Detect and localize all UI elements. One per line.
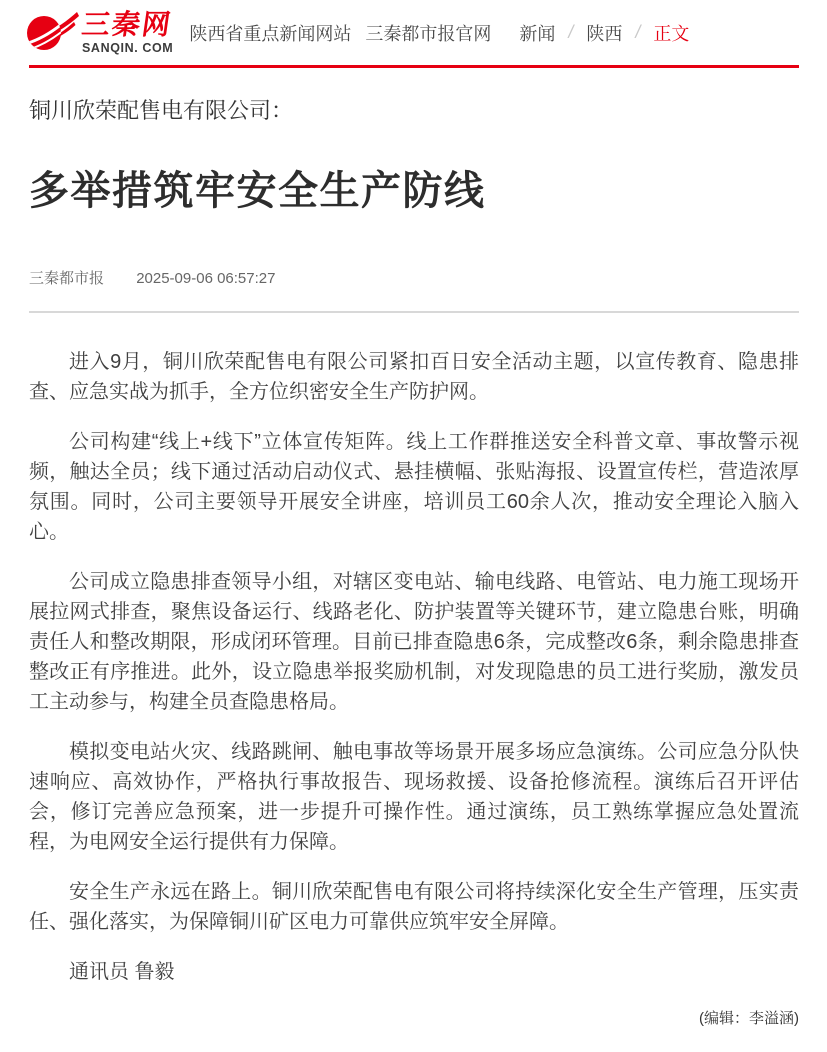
breadcrumb bbox=[519, 20, 689, 46]
article-paragraph: 进入9月，铜川欣荣配售电有限公司紧扣百日安全活动主题，以宣传教育、隐患排查、应急实战为抓手，全方位织密安全生产防护网。 bbox=[29, 351, 799, 403]
article-content bbox=[0, 94, 827, 1052]
header-red-divider bbox=[29, 65, 799, 68]
article-paragraph: 公司成立隐患排查领导小组，对辖区变电站、输电线路、电管站、电力施工现场开展拉网式排查，聚焦设备运行、线路老化、防护装置等关键环节，建立隐患台账，明确责任人和整改期限，形成闭环管理。目前已排查隐患6条，完成整改6条，剩余隐患排查整改正有序推进。此外，设立隐患举报奖励机制，对发现隐患的员工进行奖励，激发员工主动参与，构建全员查隐患格局。 bbox=[29, 571, 799, 713]
editor-note: (编辑：李溢涵) bbox=[699, 1010, 799, 1027]
breadcrumb-separator: / bbox=[568, 22, 574, 42]
logo-site-name: 三秦网 bbox=[79, 8, 175, 40]
article-paragraph: 公司构建“线上+线下”立体宣传矩阵。线上工作群推送安全科普文章、事故警示视频，触达全员；线下通过活动启动仪式、悬挂横幅、张贴海报、设置宣传栏，营造浓厚氛围。同时，公司主要领导开展安全讲座，培训员工60余人次，推动安全理论入脑入心。 bbox=[29, 431, 799, 543]
tagline-key-news-site[interactable]: 陕西省重点新闻网站 bbox=[189, 23, 352, 44]
article-paragraph: 模拟变电站火灾、线路跳闸、触电事故等场景开展多场应急演练。公司应急分队快速响应、高效协作，严格执行事故报告、现场救援、设备抢修流程。演练后召开评估会，修订完善应急预案，进一步提升可操作性。通过演练，员工熟练掌握应急处置流程，为电网安全运行提供有力保障。 bbox=[29, 741, 799, 853]
article-body bbox=[29, 347, 799, 987]
site-logo[interactable] bbox=[25, 9, 173, 57]
article-byline bbox=[29, 267, 799, 288]
logo-text bbox=[79, 8, 175, 55]
article-kicker: 铜川欣荣配售电有限公司： bbox=[29, 98, 294, 123]
site-header bbox=[0, 0, 827, 65]
byline-divider bbox=[29, 311, 799, 313]
article-source: 三秦都市报 bbox=[29, 270, 105, 287]
tagline-official-site[interactable]: 三秦都市报官网 bbox=[365, 23, 492, 44]
breadcrumb-item-shaanxi[interactable]: 陕西 bbox=[586, 23, 623, 44]
article-title: 多举措筑牢安全生产防线 bbox=[29, 169, 486, 213]
breadcrumb-item-news[interactable]: 新闻 bbox=[519, 23, 556, 44]
site-tagline bbox=[189, 20, 491, 46]
article-paragraph: 安全生产永远在路上。铜川欣荣配售电有限公司将持续深化安全生产管理，压实责任、强化落实，为保障铜川矿区电力可靠供应筑牢安全屏障。 bbox=[29, 881, 799, 933]
article-publish-time: 2025-09-06 06:57:27 bbox=[136, 270, 276, 287]
breadcrumb-separator: / bbox=[635, 22, 641, 42]
logo-domain: SANQIN. COM bbox=[82, 40, 174, 55]
breadcrumb-item-current: 正文 bbox=[653, 23, 690, 44]
sanqin-logo-icon bbox=[25, 9, 79, 57]
article-correspondent-line: 通讯员 鲁毅 bbox=[69, 961, 175, 983]
